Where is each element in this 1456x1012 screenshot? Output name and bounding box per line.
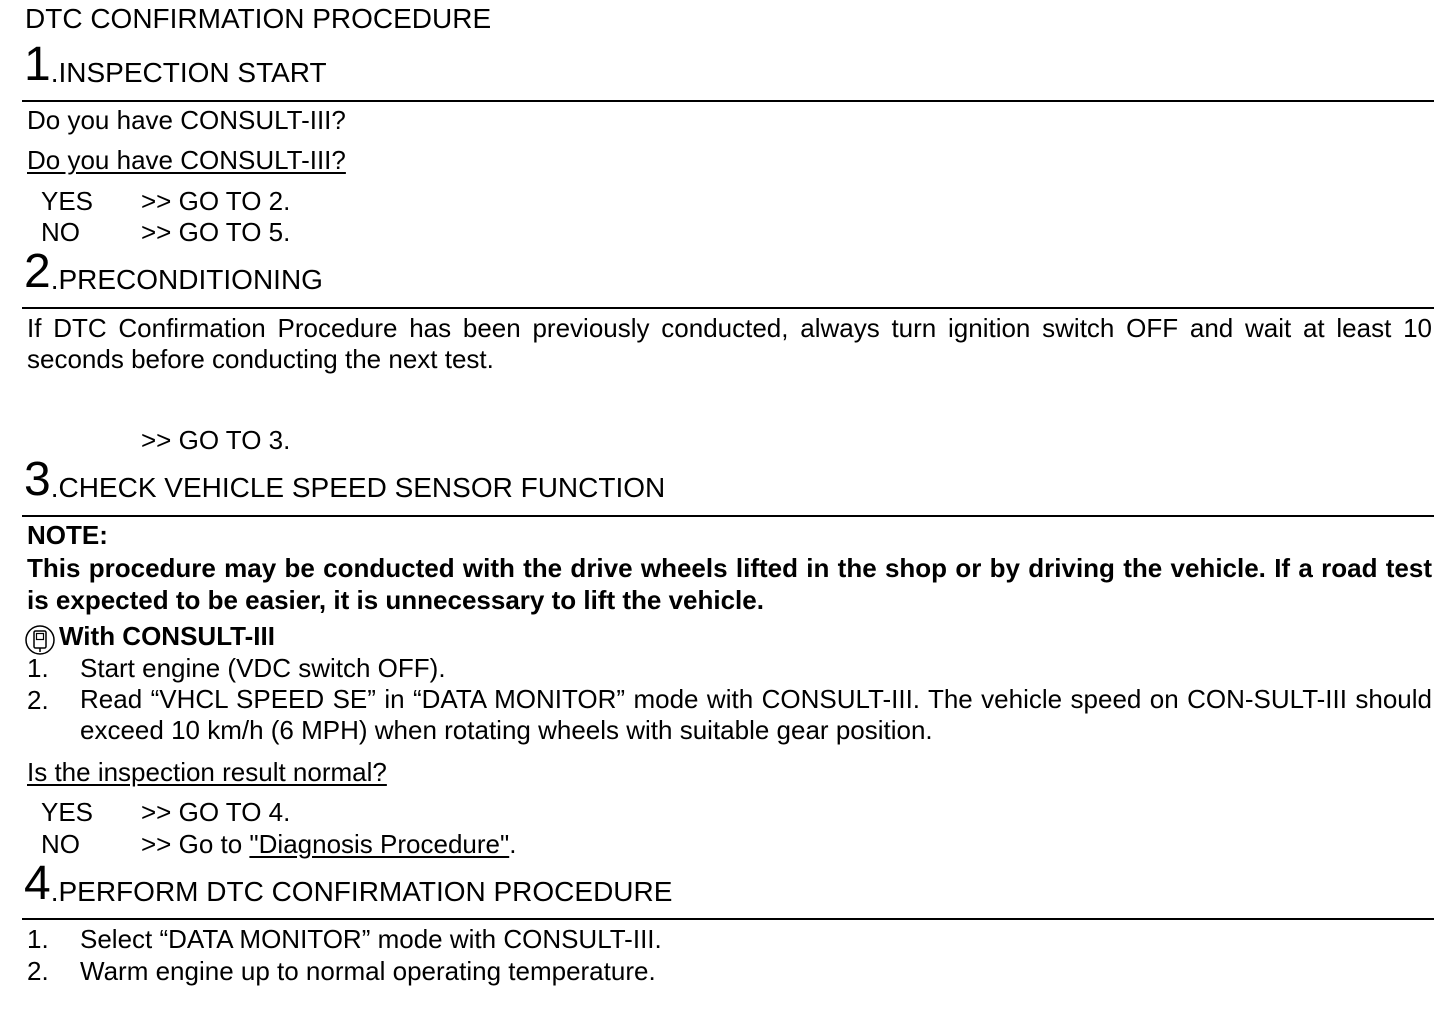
step-2-heading: 2.PRECONDITIONING [24,245,323,298]
answer-prefix: >> Go to [141,829,250,859]
step-4-item-1-num: 1. [27,924,49,954]
step-1-answer-yes-key: YES [41,186,94,216]
step-2-goto: >> GO TO 3. [141,425,291,455]
step-3-item-2-num: 2. [27,685,49,715]
step-3-label: CHECK VEHICLE SPEED SENSOR FUNCTION [58,472,666,503]
step-1-answer-no-key: NO [41,217,80,247]
step-3-answer-no-value [141,828,516,860]
step-3-item-1-text: Start engine (VDC switch OFF). [80,653,446,683]
step-3-rule [22,515,1434,517]
diagnosis-procedure-link[interactable]: "Diagnosis Procedure" [249,829,510,859]
with-consult-label: With CONSULT-III [59,621,275,651]
page-title: DTC CONFIRMATION PROCEDURE [25,3,492,34]
step-1-heading: 1.INSPECTION START [24,38,327,91]
step-3-item-1-num: 1. [27,653,49,683]
step-1-answer-yes-value: >> GO TO 2. [141,186,291,216]
step-4-item-1-text: Select “DATA MONITOR” mode with CONSULT-III. [80,924,662,954]
step-2-label: PRECONDITIONING [58,264,323,295]
step-1-text: Do you have CONSULT-III? [27,105,346,135]
step-1-question: Do you have CONSULT-III? [27,145,346,175]
step-1-label: INSPECTION START [58,57,327,88]
step-4-heading: 4.PERFORM DTC CONFIRMATION PROCEDURE [24,857,673,910]
step-2-number: 2 [24,245,51,298]
step-4-number: 4 [24,857,51,910]
step-3-heading: 3.CHECK VEHICLE SPEED SENSOR FUNCTION [24,453,666,506]
step-4-item-2-num: 2. [27,956,49,986]
step-3-question: Is the inspection result normal? [27,757,387,787]
step-4-label: PERFORM DTC CONFIRMATION PROCEDURE [58,876,673,907]
step-3-answer-yes-value: >> GO TO 4. [141,797,291,827]
step-2-text: If DTC Confirmation Procedure has been previously conducted, always turn ignition switch OFF and wait at least 10 seconds before conducting the next test. [27,313,1432,374]
note-label: NOTE: [27,520,108,550]
step-4-item-2-text: Warm engine up to normal operating temperature. [80,956,656,986]
step-3-number: 3 [24,453,51,506]
note-text: This procedure may be conducted with the drive wheels lifted in the shop or by driving the vehicle. If a road test is expected to be easier, it is unnecessary to lift the vehicle. [27,553,1432,615]
step-3-answer-yes-key: YES [41,797,94,827]
step-3-item-2-text: Read “VHCL SPEED SE” in “DATA MONITOR” mode with CONSULT-III. The vehicle speed on CON-SULT-III should exceed 10 km/h (6 MPH) when rotating wheels with suitable gear position. [80,684,1432,745]
step-1-answer-no-value: >> GO TO 5. [141,217,291,247]
step-2-rule [22,307,1434,309]
step-4-rule [22,918,1434,920]
step-3-answer-no-key: NO [41,829,80,859]
step-1-rule [22,100,1434,102]
answer-suffix: . [509,829,517,859]
step-1-number: 1 [24,38,51,91]
